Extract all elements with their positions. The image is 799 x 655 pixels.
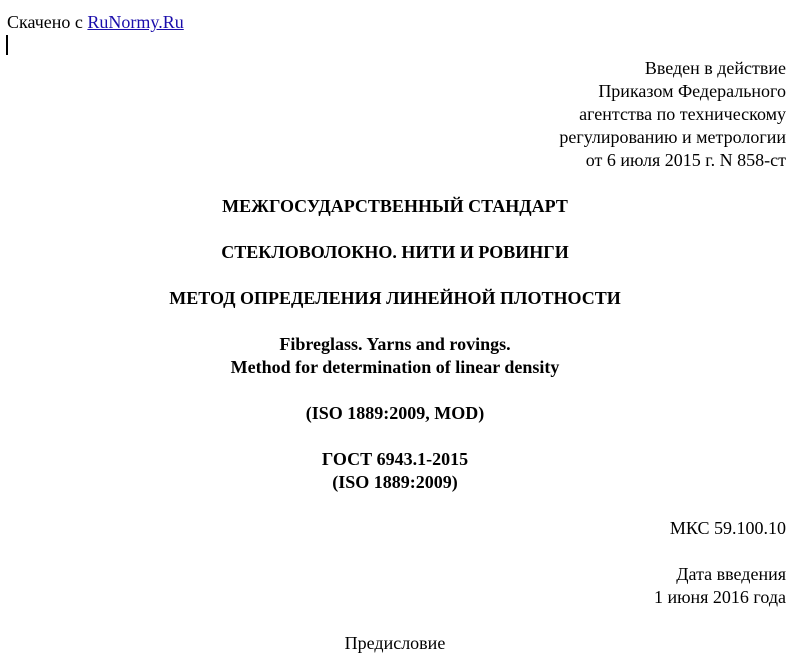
effective-date-value: 1 июня 2016 года: [653, 587, 786, 607]
approval-line: Приказом Федерального: [598, 81, 786, 101]
mks-code: МКС 59.100.10: [669, 518, 786, 538]
text-cursor: [6, 35, 8, 55]
iso-mod-text: (ISO 1889:2009, MOD): [305, 403, 485, 423]
title-en-line-1: Fibreglass. Yarns and rovings.: [279, 334, 511, 354]
iso-ref: (ISO 1889:2009): [332, 472, 458, 492]
gost-code: ГОСТ 6943.1-2015: [321, 449, 469, 469]
approval-line: регулированию и метрологии: [559, 127, 786, 147]
iso-mod: [0, 402, 790, 425]
download-source-line: [7, 11, 184, 34]
title-en: [0, 333, 790, 379]
title-ru-2-text: МЕТОД ОПРЕДЕЛЕНИЯ ЛИНЕЙНОЙ ПЛОТНОСТИ: [169, 288, 621, 308]
effective-date-label: Дата введения: [676, 564, 786, 584]
standard-category: [0, 195, 790, 218]
approval-line: от 6 июля 2015 г. N 858-ст: [585, 150, 786, 170]
preface-heading: Предисловие: [344, 633, 446, 653]
runormy-link[interactable]: RuNormy.Ru: [87, 12, 184, 32]
title-ru-1-text: СТЕКЛОВОЛОКНО. НИТИ И РОВИНГИ: [221, 242, 569, 262]
effective-date-block: [654, 563, 786, 609]
title-ru-2: [0, 287, 790, 310]
standard-category-text: МЕЖГОСУДАРСТВЕННЫЙ СТАНДАРТ: [222, 196, 568, 216]
approval-block: [559, 57, 786, 172]
approval-line: агентства по техническому: [579, 104, 786, 124]
gost-designation: [0, 448, 790, 494]
title-en-line-2: Method for determination of linear density: [230, 357, 560, 377]
approval-line: Введен в действие: [644, 58, 786, 78]
title-ru-1: [0, 241, 790, 264]
mks-block: [670, 517, 786, 540]
download-source-prefix: Скачено с: [7, 12, 88, 32]
